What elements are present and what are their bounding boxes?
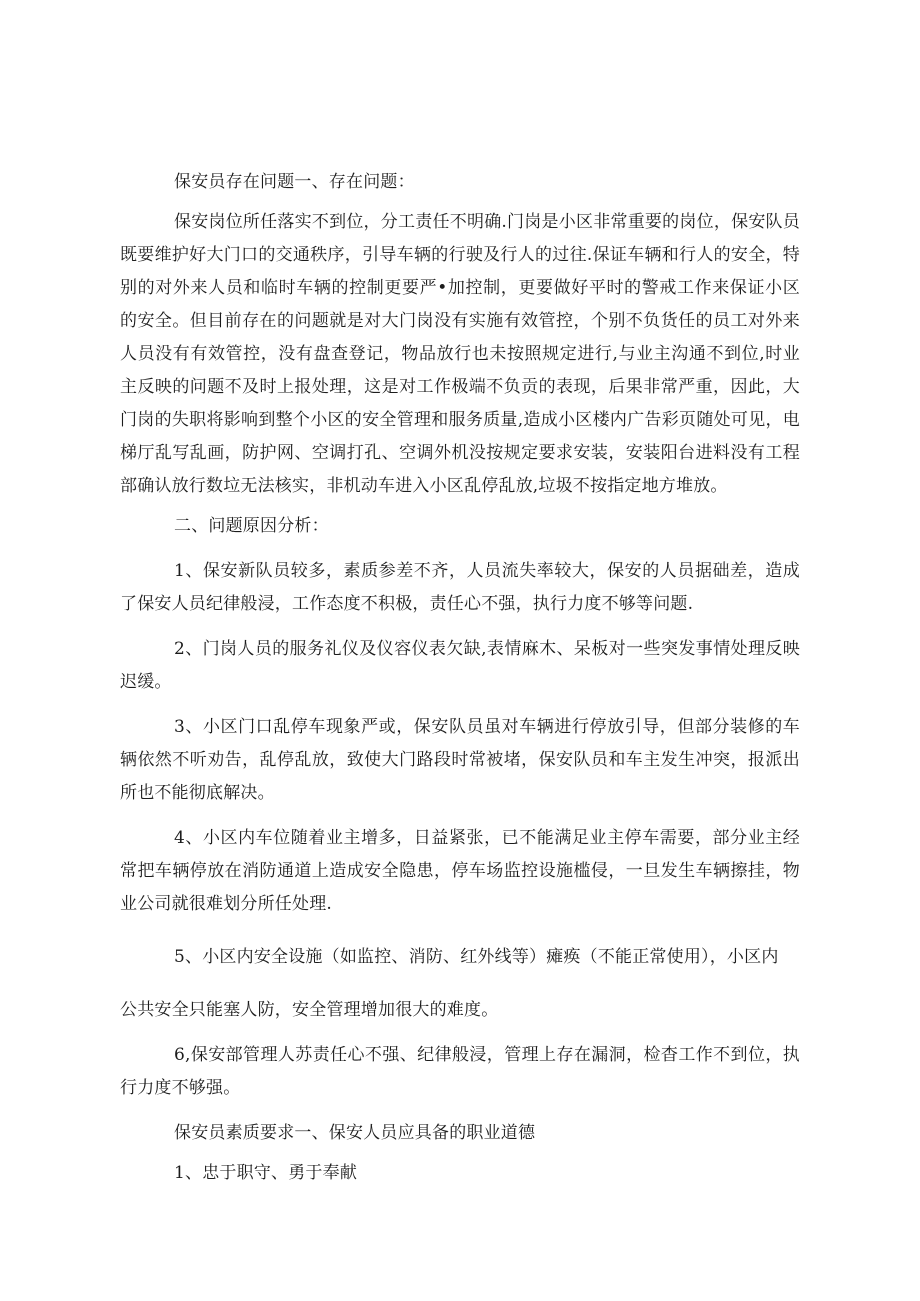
cause-item-2: 2、门岗人员的服务礼仪及仪容仪表欠缺,表情麻木、呆板对一些突发事情处理反映迟缓。 (120, 639, 800, 692)
document-body (120, 166, 800, 1190)
section-heading-cause-analysis: 二、问题原因分析： (174, 516, 329, 536)
cause-item-4: 4、小区内车位随着业主增多，日益紧张，已不能满足业主停车需要，部分业主经常把车辆停放在消防通道上造成安全隐患，停车场监控设施槛侵，一旦发生车辆擦挂，物业公司就很难划分所任处理. (120, 828, 800, 914)
cause-item-5-line-2: 公共安全只能塞人防，安全管理增加很大的难度。 (120, 1000, 499, 1020)
problem-description-paragraph: 保安岗位所任落实不到位，分工责任不明确.门岗是小区非常重要的岗位，保安队员既要维护好大门口的交通秩序，引导车辆的行驶及行人的过往.保证车辆和行人的安全，特别的对外来人员和临时车辆的控制更要严•加控制，更要做好平时的警戒工作来保证小区的安全。但目前存在的问题就是对大门岗没有实施有效管控，个别不负货任的员工对外来人员没有有效管控，没有盘查登记，物品放行也未按照规定进行,与业主沟通不到位,时业主反映的问题不及时上报处理，这是对工作极端不负贡的表现，后果非常严重，因此，大门岗的失职将影响到整个小区的安全管理和服务质量,造成小区楼内广告彩页随处可见，电梯厅乱写乱画，防护网、空调打孔、空调外机没按规定要求安装，安装阳台进料没有工程部确认放行数垃无法核实，非机动车进入小区乱停乱放,垃圾不按指定地方堆放。 (120, 212, 800, 496)
requirement-item-1: 1、忠于职守、勇于奉献 (174, 1163, 358, 1183)
cause-item-5-line-1: 5、小区内安全设施（如监控、消防、红外线等）瘫痪（不能正常使用），小区内 (174, 947, 779, 967)
cause-item-1: 1、保安新队员较多，素质参差不齐，人员流失率较大，保安的人员据础差，造成了保安人员纪律般浸，工作态度不积极，责任心不强，执行力度不够等问题. (120, 561, 800, 614)
section-title-problems: 保安员存在问题一、存在问题： (174, 172, 415, 192)
cause-item-6: 6,保安部管理人苏责任心不强、纪律般浸，管理上存在漏洞，检杳工作不到位，执行力度不够强。 (120, 1045, 800, 1098)
section-title-quality-requirements: 保安员素质要求一、保安人员应具备的职业道德 (174, 1123, 536, 1143)
cause-item-3: 3、小区门口乱停车现象严或，保安队员虽对车辆进行停放引导，但部分装修的车辆依然不听劝告，乱停乱放，致使大门路段时常被堵，保安队员和车主发生冲突，报派出所也不能彻底解决。 (120, 717, 800, 803)
